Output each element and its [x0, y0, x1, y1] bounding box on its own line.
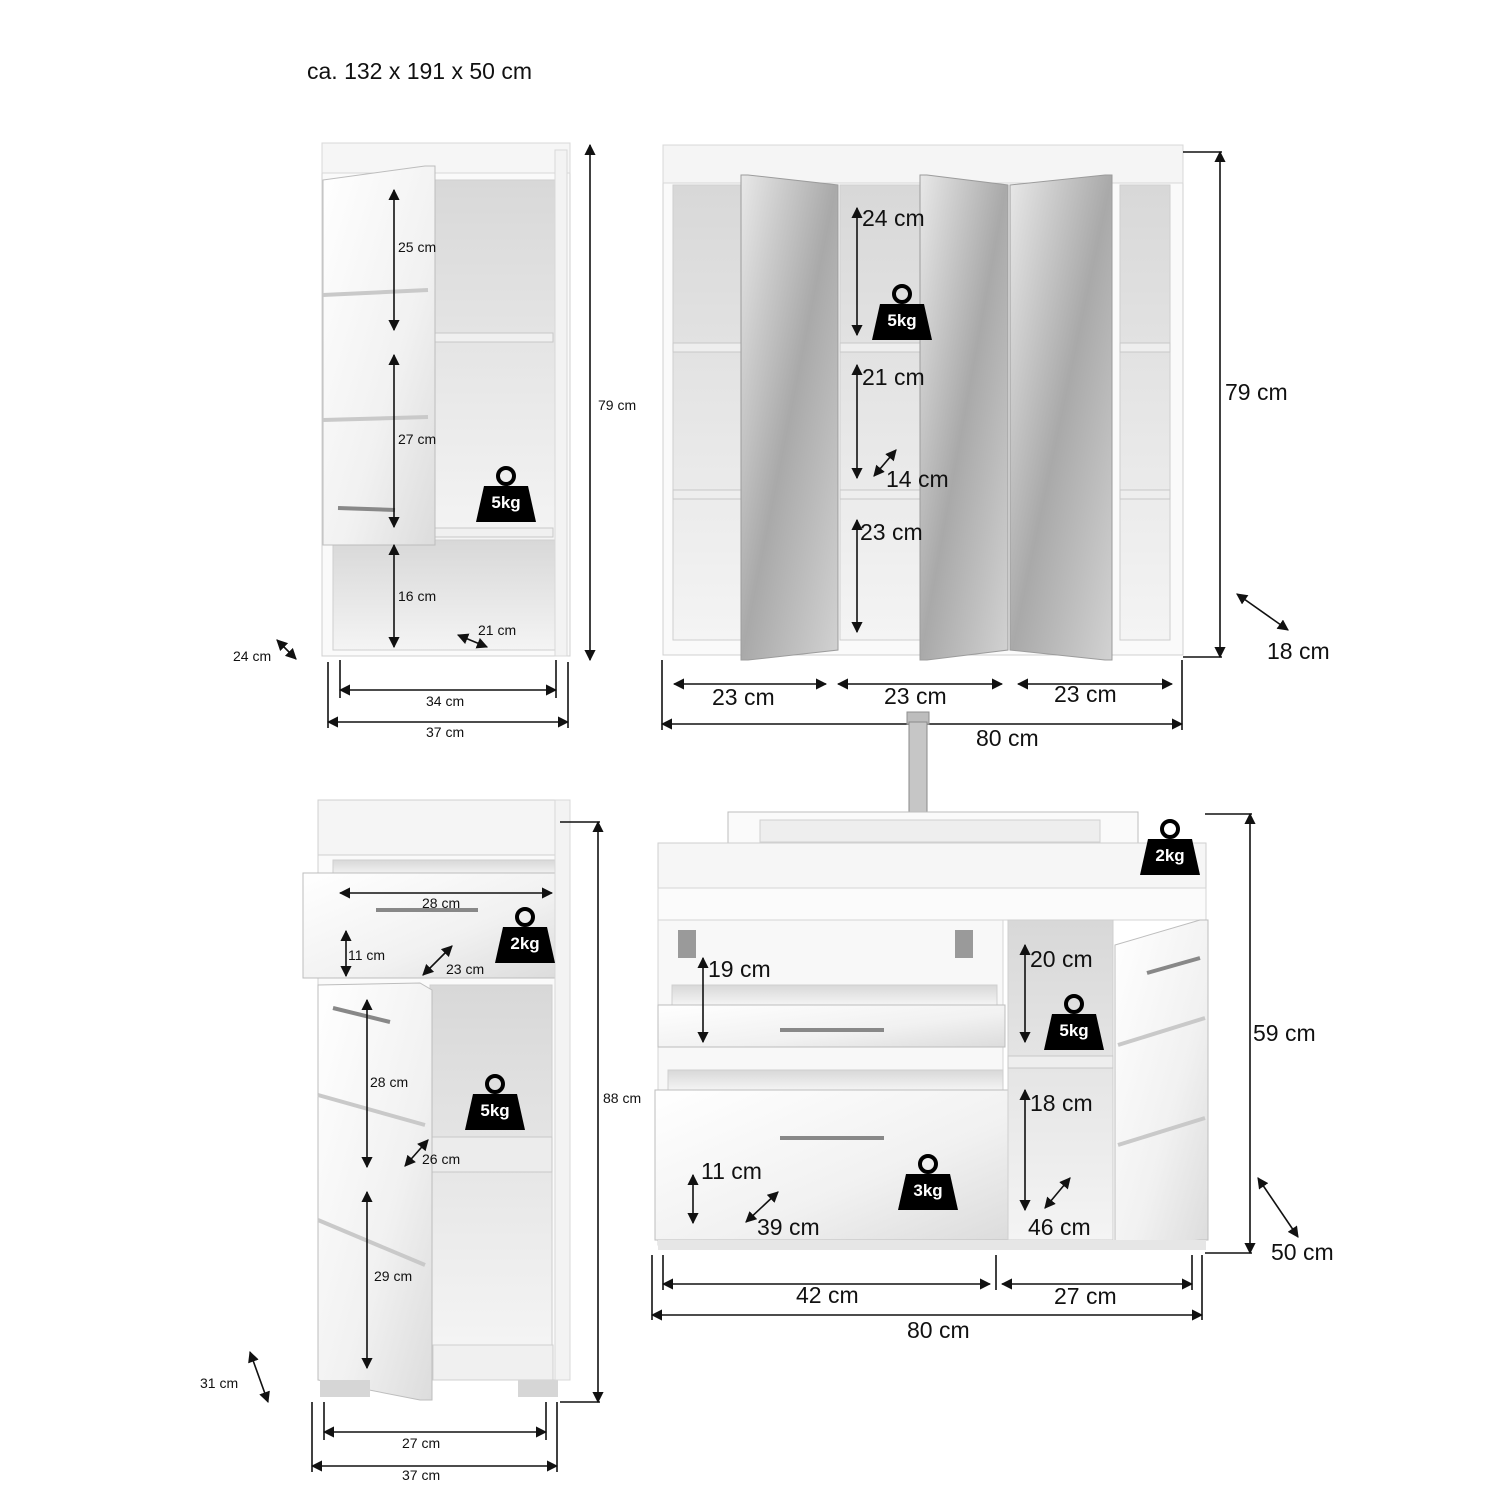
base-drawer-width-label: 28 cm	[422, 895, 461, 911]
base-shelf-depth-label: 26 cm	[422, 1151, 461, 1167]
base-depth-label: 31 cm	[200, 1375, 239, 1391]
tall-shelf-depth-label: 21 cm	[478, 622, 517, 638]
mirror-compartment-3-label: 23 cm	[1054, 681, 1117, 707]
tall-height-label: 79 cm	[598, 397, 637, 413]
base-inner-width-label: 27 cm	[402, 1435, 441, 1451]
vanity-right-depth-label: 46 cm	[1028, 1214, 1091, 1240]
tall-load-label: 5kg	[491, 493, 521, 512]
base-drawer-depth-label: 23 cm	[446, 961, 485, 977]
weight-icon	[1140, 821, 1200, 875]
base-height-label: 88 cm	[603, 1090, 642, 1106]
base-shelf-2-label: 29 cm	[374, 1268, 413, 1284]
vanity-drawer-load-label: 3kg	[913, 1181, 943, 1200]
vanity-left-width-label: 42 cm	[796, 1282, 859, 1308]
mirror-shelf-1-label: 24 cm	[862, 205, 925, 231]
vanity-right-width-label: 27 cm	[1054, 1283, 1117, 1309]
vanity-bottom-drawer-depth-label: 39 cm	[757, 1214, 820, 1240]
overall-size-text: ca. 132 x 191 x 50 cm	[307, 58, 533, 84]
mirror-shelf-2-label: 21 cm	[862, 364, 925, 390]
mirror-load-label: 5kg	[887, 311, 917, 330]
vanity-right-upper-label: 20 cm	[1030, 946, 1093, 972]
tall-inner-width-label: 34 cm	[426, 693, 465, 709]
base-shelf-load-label: 5kg	[480, 1101, 510, 1120]
mirror-compartment-2-label: 23 cm	[884, 683, 947, 709]
mirror-shelf-depth-label: 14 cm	[886, 466, 949, 492]
tall-shelf-3-label: 16 cm	[398, 588, 437, 604]
vanity-shelf-load-label: 5kg	[1059, 1021, 1089, 1040]
mirror-width-label: 80 cm	[976, 725, 1039, 751]
vanity-top-drawer-height-label: 19 cm	[708, 956, 771, 982]
base-outer-width-label: 37 cm	[402, 1467, 441, 1483]
base-cabinet	[303, 800, 570, 1400]
tall-shelf-2-label: 27 cm	[398, 431, 437, 447]
base-drawer-load-label: 2kg	[510, 934, 540, 953]
vanity-height-label: 59 cm	[1253, 1020, 1316, 1046]
vanity-bottom-drawer-height-label: 11 cm	[701, 1158, 762, 1184]
mirror-height-label: 79 cm	[1225, 379, 1288, 405]
tall-shelf-1-label: 25 cm	[398, 239, 437, 255]
vanity-right-lower-label: 18 cm	[1030, 1090, 1093, 1116]
mirror-compartment-1-label: 23 cm	[712, 684, 775, 710]
tall-depth-label: 24 cm	[233, 648, 272, 664]
tall-outer-width-label: 37 cm	[426, 724, 465, 740]
mirror-depth-label: 18 cm	[1267, 638, 1330, 664]
base-drawer-height-label: 11 cm	[348, 947, 386, 963]
mirror-shelf-3-label: 23 cm	[860, 519, 923, 545]
vanity-basin-load-label: 2kg	[1155, 846, 1185, 865]
vanity-width-label: 80 cm	[907, 1317, 970, 1343]
vanity-depth-label: 50 cm	[1271, 1239, 1334, 1265]
tall-cabinet	[322, 143, 570, 656]
base-shelf-1-label: 28 cm	[370, 1074, 409, 1090]
